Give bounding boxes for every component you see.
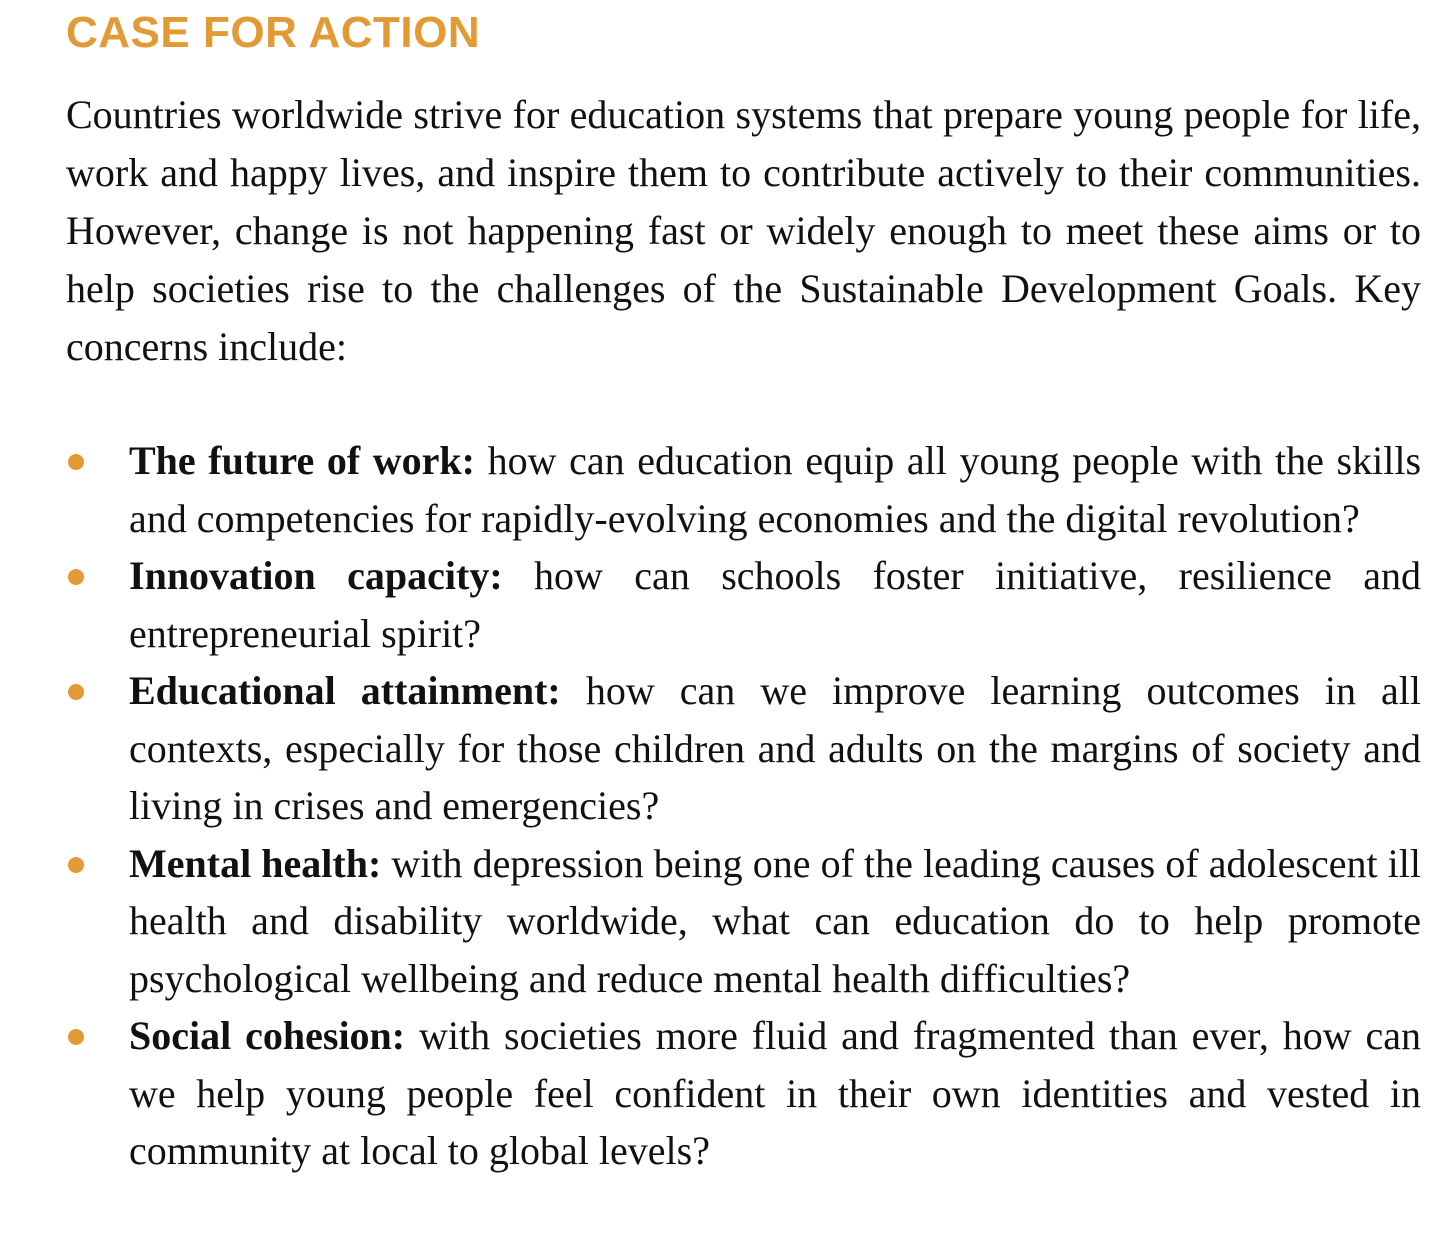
concern-item-educational-attainment: [66, 662, 1421, 835]
intro-paragraph: Countries worldwide strive for education systems that prepare young people for life, work and happy lives, and inspire them to contribute actively to their communities. However, change is not happening fast or widely enough to meet these aims or to help societies rise to the challenges of the Sustainable Development Goals. Key concerns include:: [66, 92, 1421, 369]
concern-title: Mental health:: [129, 840, 382, 886]
bullet-icon: [68, 857, 84, 873]
concern-item-mental-health: [66, 835, 1421, 1008]
concern-text: with depression being one of the leading causes of adolescent ill health and disability worldwide, what can education do to help promote psychological wellbeing and reduce mental health difficulties?: [129, 840, 1422, 1001]
bullet-icon: [68, 1029, 84, 1045]
concern-title: The future of work:: [129, 438, 475, 483]
concern-title: Innovation capacity:: [129, 553, 503, 598]
concern-text: how can education equip all young people with the skills and competencies for rapidly-evolving economies and the digital revolution?: [129, 438, 1422, 541]
document-page: [66, 0, 1421, 1180]
concern-item-future-of-work: [66, 432, 1421, 547]
concern-item-innovation-capacity: [66, 547, 1421, 662]
bullet-icon: [68, 684, 84, 700]
section-heading: CASE FOR ACTION: [66, 8, 481, 57]
concern-text: with societies more fluid and fragmented than ever, how can we help young people feel confident in their own identities and vested in community at local to global levels?: [129, 1013, 1422, 1173]
bullet-icon: [68, 569, 84, 585]
concern-title: Educational attainment:: [129, 668, 561, 713]
concern-item-social-cohesion: [66, 1007, 1421, 1180]
bullet-icon: [68, 454, 84, 470]
concern-title: Social cohesion:: [129, 1013, 406, 1058]
concerns-list: [66, 432, 1421, 1180]
concern-text: how can schools foster initiative, resilience and entrepreneurial spirit?: [129, 553, 1422, 656]
concern-text: how can we improve learning outcomes in all contexts, especially for those children and adults on the margins of society and living in crises and emergencies?: [129, 668, 1421, 828]
